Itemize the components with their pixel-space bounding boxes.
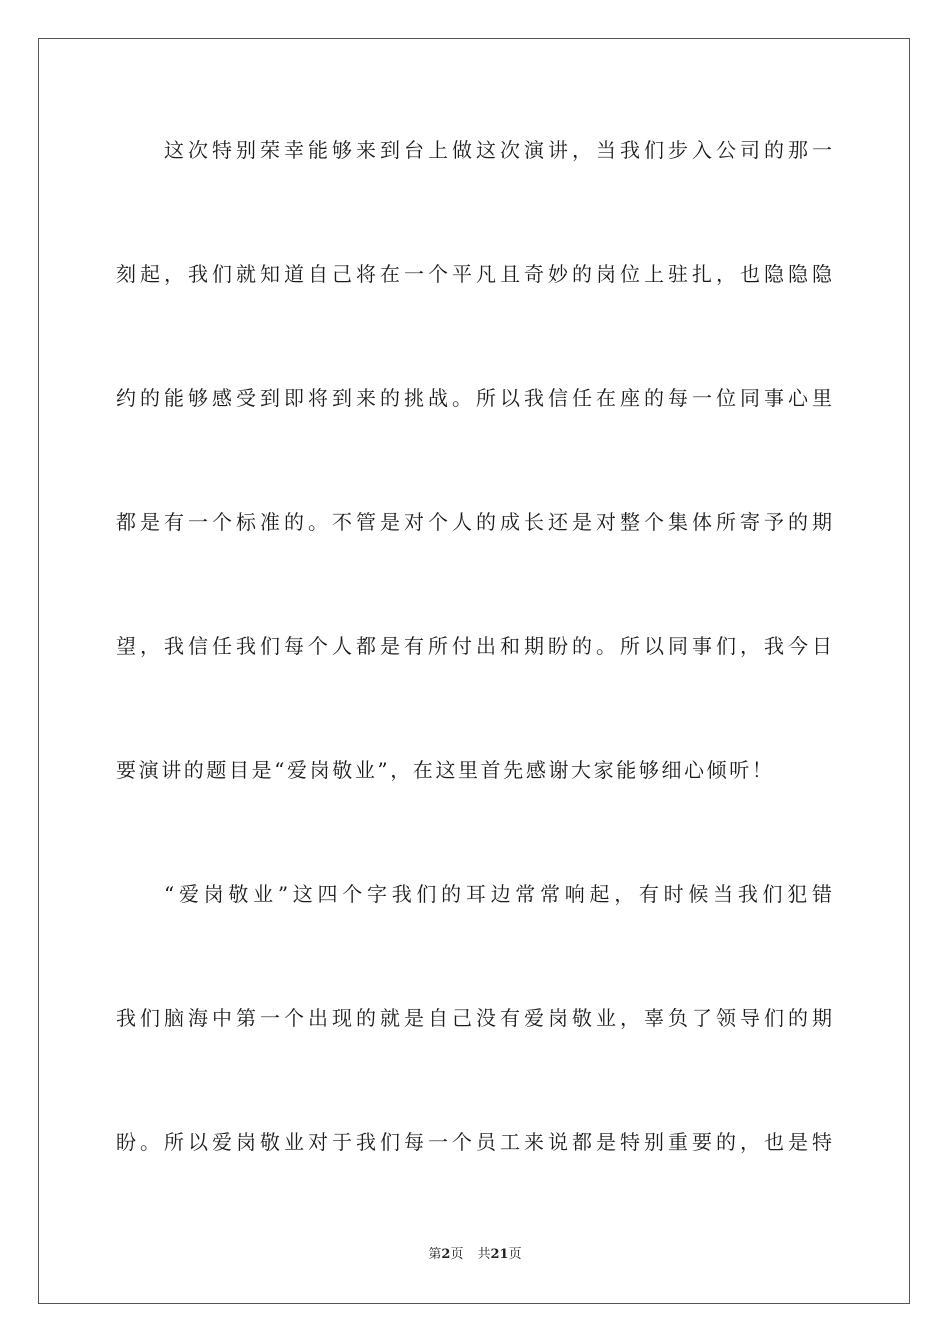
total-prefix: 共 [477,1247,491,1262]
paragraph-line-7: “爱岗敬业”这四个字我们的耳边常常响起，有时候当我们犯错 [164,882,832,906]
page-footer [0,1246,950,1264]
paragraph-line-2: 刻起，我们就知道自己将在一个平凡且奇妙的岗位上驻扎，也隐隐隐 [116,262,832,286]
paragraph-line-9: 盼。所以爱岗敬业对于我们每一个员工来说都是特别重要的，也是特 [116,1130,832,1154]
paragraph-line-4: 都是有一个标准的。不管是对个人的成长还是对整个集体所寄予的期 [116,510,832,534]
paragraph-line-1: 这次特别荣幸能够来到台上做这次演讲，当我们步入公司的那一 [164,138,832,162]
page-prefix: 第 [428,1247,442,1262]
paragraph-line-8: 我们脑海中第一个出现的就是自己没有爱岗敬业，辜负了领导们的期 [116,1006,832,1030]
paragraph-line-5: 望，我信任我们每个人都是有所付出和期盼的。所以同事们，我今日 [116,634,832,658]
paragraph-line-3: 约的能够感受到即将到来的挑战。所以我信任在座的每一位同事心里 [116,386,832,410]
current-page-number: 2 [441,1247,451,1262]
page-suffix: 页 [450,1247,464,1262]
page-border [38,38,910,1304]
total-suffix: 页 [508,1247,522,1262]
total-page-count: 21 [490,1247,509,1262]
paragraph-line-6: 要演讲的题目是“爱岗敬业”，在这里首先感谢大家能够细心倾听！ [116,758,775,782]
